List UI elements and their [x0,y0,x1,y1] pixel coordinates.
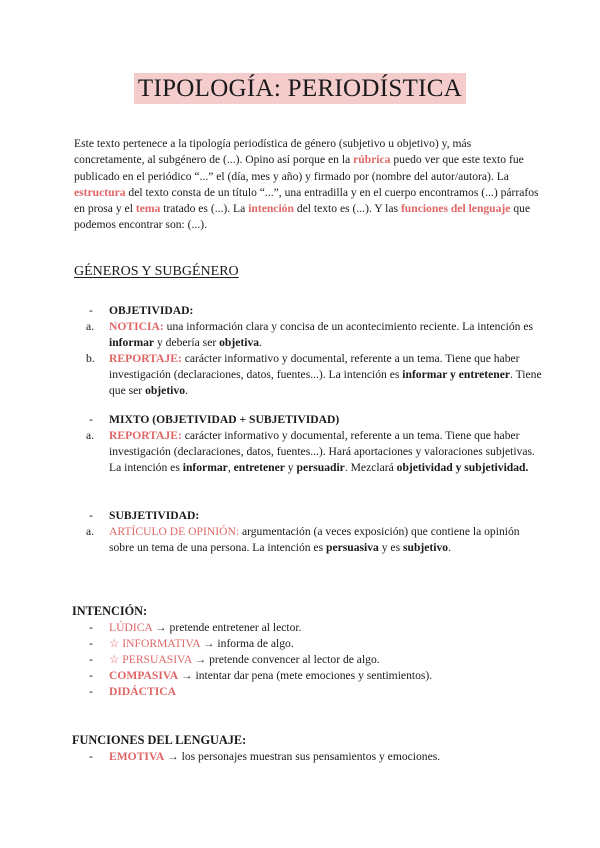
objetividad-heading: OBJETIVIDAD: [109,304,194,317]
arrow: → [200,637,218,651]
dash-marker: - [89,685,93,699]
funciones-heading: FUNCIONES DEL LENGUAJE: [72,733,247,747]
item-text: los personajes muestran sus pensamientos y emociones. [181,750,441,763]
item-text: . [185,384,188,398]
item-bold: informar y entretener [402,368,511,382]
keyword-intencion: intención [248,202,294,216]
item-bold: objetividad y subjetividad. [396,461,529,475]
intro-text: tratado es (...). La [160,202,249,216]
subjetividad-section [74,508,544,556]
item-text: intentar dar pena (mete emociones y sentimientos). [195,669,433,683]
dash-marker: - [89,653,93,667]
dash-marker: - [89,509,93,522]
term-reportaje: REPORTAJE: [109,352,182,366]
dash-marker: - [89,621,93,634]
list-item [74,684,544,700]
term-emotiva: EMOTIVA [109,750,165,763]
item-text: y debería ser [154,336,220,350]
subjetividad-heading-row [74,508,544,524]
keyword-funciones: funciones del lenguaje [400,202,511,216]
item-text: . [448,541,451,555]
dash-marker: - [89,750,93,763]
list-marker: a. [86,320,95,334]
mixto-heading-row [74,412,544,428]
item-bold: entretener [233,461,285,475]
arrow: → [178,669,196,683]
item-text: carácter informativo y documental, referente a un tema. Tiene que haber investigación (declaraciones, datos, fuentes...). Hará aportaciones y valoraciones subjetivas. La intención es [109,429,535,475]
list-item-reportaje [74,351,544,399]
intro-text: del texto consta de un título “...”, una entradilla y en el cuerpo encontramos (...) párrafos en prosa y el [74,185,539,216]
intencion-list [74,620,544,700]
intro-paragraph [74,136,544,234]
list-item-articulo [74,524,544,556]
dash-marker: - [89,304,93,317]
item-text: carácter informativo y documental, referente a un tema. Tiene que haber investigación (declaraciones, datos, fuentes...). La intención es [109,352,520,382]
term-articulo: ARTÍCULO DE OPINIÓN: [109,525,240,539]
intro-text: Este texto pertenece a la tipología periodística de género (subjetivo u objetivo) y, más concretamente, al subgénero de (...). Opino así porque en la [74,137,472,167]
dash-marker: - [89,413,93,426]
item-text: y es [378,541,403,555]
intencion-heading: INTENCIÓN: [72,604,148,618]
item-text: , [227,461,234,475]
list-item-reportaje-mixto [74,428,544,476]
term-persuasiva: ☆ PERSUASIVA [109,653,192,667]
item-text: argumentación (a veces exposición) que contiene la opinión sobre un tema de una persona. La intención es [109,525,520,555]
item-text: . [259,336,262,350]
page-title [0,73,600,104]
intro-text: del texto es (...). Y las [293,202,401,216]
objetividad-section [74,303,544,400]
term-informativa: ☆ INFORMATIVA [109,637,201,651]
term-noticia: NOTICIA: [109,320,164,334]
mixto-heading: MIXTO (OBJETIVIDAD + SUBJETIVIDAD) [109,413,340,426]
term-compasiva: COMPASIVA [109,669,179,683]
list-item [74,668,544,684]
page-title-text: TIPOLOGÍA: PERIODÍSTICA [134,73,466,104]
intro-text: que podemos encontrar son: (...). [74,202,531,232]
item-text: pretende entretener al lector. [169,621,302,634]
item-text: . Mezclará [344,461,397,475]
funciones-list [74,749,544,765]
list-marker: b. [86,352,95,366]
item-bold: subjetivo [402,541,449,555]
term-ludica: LÚDICA [109,621,153,634]
item-bold: objetivo [145,384,185,398]
objetividad-heading-row [74,303,544,319]
item-text: y [284,461,297,475]
item-text: informa de algo. [217,637,294,651]
arrow: → [164,750,182,763]
list-item [74,620,544,636]
arrow: → [152,621,170,634]
item-bold: informar [182,461,228,475]
list-item-noticia [74,319,544,351]
dash-marker: - [89,669,93,683]
keyword-estructura: estructura [74,185,126,199]
list-marker: a. [86,429,95,443]
item-bold: informar [109,336,155,350]
item-text: . Tiene que ser [109,368,542,398]
term-reportaje: REPORTAJE: [109,429,182,443]
intro-text: puedo ver que este texto fue publicado en el periódico “...” el (día, mes y año) y firmado por (nombre del autor/autora). La [74,153,524,183]
term-didactica: DIDÁCTICA [109,685,176,699]
subjetividad-heading: SUBJETIVIDAD: [109,509,200,522]
item-text: pretende convencer al lector de algo. [209,653,380,667]
arrow: → [191,653,210,667]
mixto-section [74,412,544,476]
item-bold: persuasiva [326,541,379,555]
keyword-rubrica: rúbrica [353,153,391,167]
list-item [74,652,544,668]
item-bold: objetiva [219,336,260,350]
item-text: una información clara y concisa de un acontecimiento reciente. La intención es [163,320,533,334]
list-item [74,636,544,652]
genres-heading: GÉNEROS Y SUBGÉNERO [74,264,239,279]
keyword-tema: tema [135,202,161,216]
dash-marker: - [89,637,93,651]
list-marker: a. [86,525,95,539]
list-item [74,749,544,765]
item-bold: persuadir [296,461,345,475]
